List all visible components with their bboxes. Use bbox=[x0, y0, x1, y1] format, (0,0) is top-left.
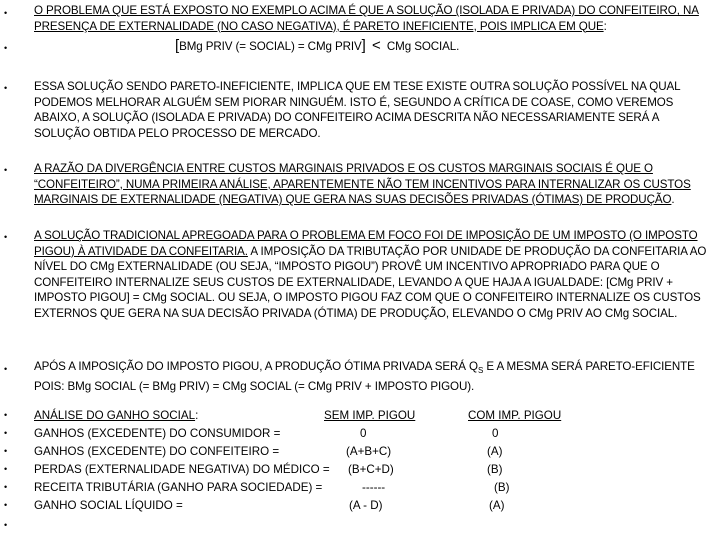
table-cell-com: (A) bbox=[487, 445, 503, 458]
paragraph-after-pigou-b: E A MESMA SERÁ PARETO-EFICIENTE POIS: BMg SOCIAL (= BMg PRIV) = CMg SOCIAL (= CMg PRIV + IMPOSTO PIGOU). bbox=[34, 360, 695, 393]
table-cell-sem: (B+C+D) bbox=[348, 463, 394, 476]
bullet-9: • bbox=[4, 446, 8, 456]
paragraph-divergence-text: A RAZÃO DA DIVERGÊNCIA ENTRE CUSTOS MARGINAIS PRIVADOS E OS CUSTOS MARGINAIS SOCIAIS É QUE O “CONFEITEIRO”, NUMA PRIMEIRA ANÁLISE, APARENTEMENTE NÃO TEM INCENTIVOS PARA INTERNALIZAR OS CUSTOS MARGINAIS DE EXTERNALIDADE (NEGATIVA) QUE GERA NAS SUAS DECISÕES PRIVADAS (ÓTIMAS) DE PRODUÇÃO bbox=[34, 162, 691, 206]
table-row-label: GANHOS (EXCEDENTE) DO CONFEITEIRO = bbox=[34, 445, 280, 458]
table-row-label: GANHO SOCIAL LÍQUIDO = bbox=[34, 499, 183, 512]
table-cell-sem: (A+B+C) bbox=[346, 445, 392, 458]
table-cell-com: (B) bbox=[487, 463, 503, 476]
table-cell-com: (B) bbox=[494, 481, 510, 494]
formula-close-bracket: ] bbox=[361, 37, 366, 54]
paragraph-after-pigou bbox=[34, 359, 714, 394]
table-header bbox=[34, 408, 198, 424]
formula-open-bracket: [ bbox=[175, 37, 180, 54]
bullet-4: • bbox=[4, 165, 8, 175]
bullet-13: • bbox=[4, 520, 8, 530]
table-cell-com: 0 bbox=[492, 427, 499, 440]
table-header-colon: : bbox=[195, 409, 199, 422]
paragraph-pareto-problem-colon: : bbox=[603, 19, 607, 33]
table-row-label: GANHOS (EXCEDENTE) DO CONSUMIDOR = bbox=[34, 427, 281, 440]
column-header-com: COM IMP. PIGOU bbox=[468, 409, 562, 422]
formula-main: BMg PRIV (= SOCIAL) = CMg PRIV bbox=[179, 40, 362, 53]
bullet-2: • bbox=[4, 43, 8, 53]
bullet-3: • bbox=[4, 83, 8, 93]
paragraph-pigou-solution bbox=[34, 228, 714, 321]
formula-less-than: < bbox=[371, 37, 381, 54]
column-header-sem: SEM IMP. PIGOU bbox=[324, 409, 416, 422]
paragraph-pareto-problem-text: O PROBLEMA QUE ESTÁ EXPOSTO NO EXEMPLO ACIMA É QUE A SOLUÇÃO (ISOLADA E PRIVADA) DO CONFEITEIRO, NA PRESENÇA DE EXTERNALIDADE (NO CASO NEGATIVA), É PARETO INEFICIENTE, POIS IMPLICA EM QUE bbox=[34, 4, 699, 33]
table-cell-sem: (A - D) bbox=[349, 499, 383, 512]
formula-line bbox=[175, 38, 695, 55]
paragraph-pareto-problem bbox=[34, 3, 714, 34]
bullet-10: • bbox=[4, 464, 8, 474]
table-row-label: RECEITA TRIBUTÁRIA (GANHO PARA SOCIEDADE) = bbox=[34, 481, 323, 494]
paragraph-divergence bbox=[34, 161, 714, 208]
bullet-11: • bbox=[4, 482, 8, 492]
formula-rest: CMg SOCIAL. bbox=[386, 40, 460, 53]
table-row-label: PERDAS (EXTERNALIDADE NEGATIVA) DO MÉDICO = bbox=[34, 463, 330, 476]
bullet-5: • bbox=[4, 232, 8, 242]
paragraph-after-pigou-a: APÓS A IMPOSIÇÃO DO IMPOSTO PIGOU, A PRODUÇÃO ÓTIMA PRIVADA SERÁ Q bbox=[34, 360, 478, 373]
bullet-8: • bbox=[4, 428, 8, 438]
table-cell-sem: 0 bbox=[360, 427, 367, 440]
bullet-12: • bbox=[4, 500, 8, 510]
bullet-6: • bbox=[4, 364, 8, 374]
paragraph-after-pigou-sub: S bbox=[477, 366, 484, 375]
bullet-1: • bbox=[4, 8, 8, 18]
table-cell-com: (A) bbox=[489, 499, 505, 512]
table-cell-sem: ------ bbox=[362, 481, 386, 494]
paragraph-divergence-dot: . bbox=[671, 193, 675, 206]
paragraph-pigou-solution-rest: A IMPOSIÇÃO DA TRIBUTAÇÃO POR UNIDADE DE PRODUÇÃO DA CONFEITARIA AO NÍVEL DO CMg EXTERNALIDADE (OU SEJA, “IMPOSTO PIGOU”) PROVÊ UM INCENTIVO APROPRIADO PARA QUE O CONFEITEIRO INTERNALIZE SEUS CUSTOS DE EXTERNALIDADE, LEVANDO A QUE HAJA A IGUALDADE: [CMg PRIV + IMPOSTO PIGOU] = CMg SOCIAL. OU SEJA, O IMPOSTO PIGOU FAZ COM QUE O CONFEITEIRO INTERNALIZE OS CUSTOS EXTERNOS QUE GERA NA SUA DECISÃO PRIVADA (ÓTIMA) DE PRODUÇÃO, ELEVANDO O CMg PRIV AO CMg SOCIAL. bbox=[34, 244, 707, 320]
bullet-7: • bbox=[4, 410, 8, 420]
paragraph-pareto-inefficient: ESSA SOLUÇÃO SENDO PARETO-INEFICIENTE, IMPLICA QUE EM TESE EXISTE OUTRA SOLUÇÃO POSSÍVEL NA QUAL PODEMOS MELHORAR ALGUÉM SEM PIORAR NINGUÉM. ISTO É, SEGUNDO A CRÍTICA DE COASE, COMO VEREMOS ABAIXO, A SOLUÇÃO (ISOLADA E PRIVADA) DO CONFEITEIRO ACIMA DESCRITA NÃO NECESSARIAMENTE SERÁ A SOLUÇÃO OBTIDA PELO PROCESSO DE MERCADO. bbox=[34, 80, 681, 140]
table-header-label: ANÁLISE DO GANHO SOCIAL bbox=[34, 409, 196, 422]
paragraph-pigou-solution-underlined: A SOLUÇÃO TRADICIONAL APREGOADA PARA O PROBLEMA EM FOCO FOI DE IMPOSIÇÃO DE UM IMPOSTO (O IMPOSTO PIGOU) À ATIVIDADE DA CONFEITARIA. bbox=[34, 229, 698, 258]
